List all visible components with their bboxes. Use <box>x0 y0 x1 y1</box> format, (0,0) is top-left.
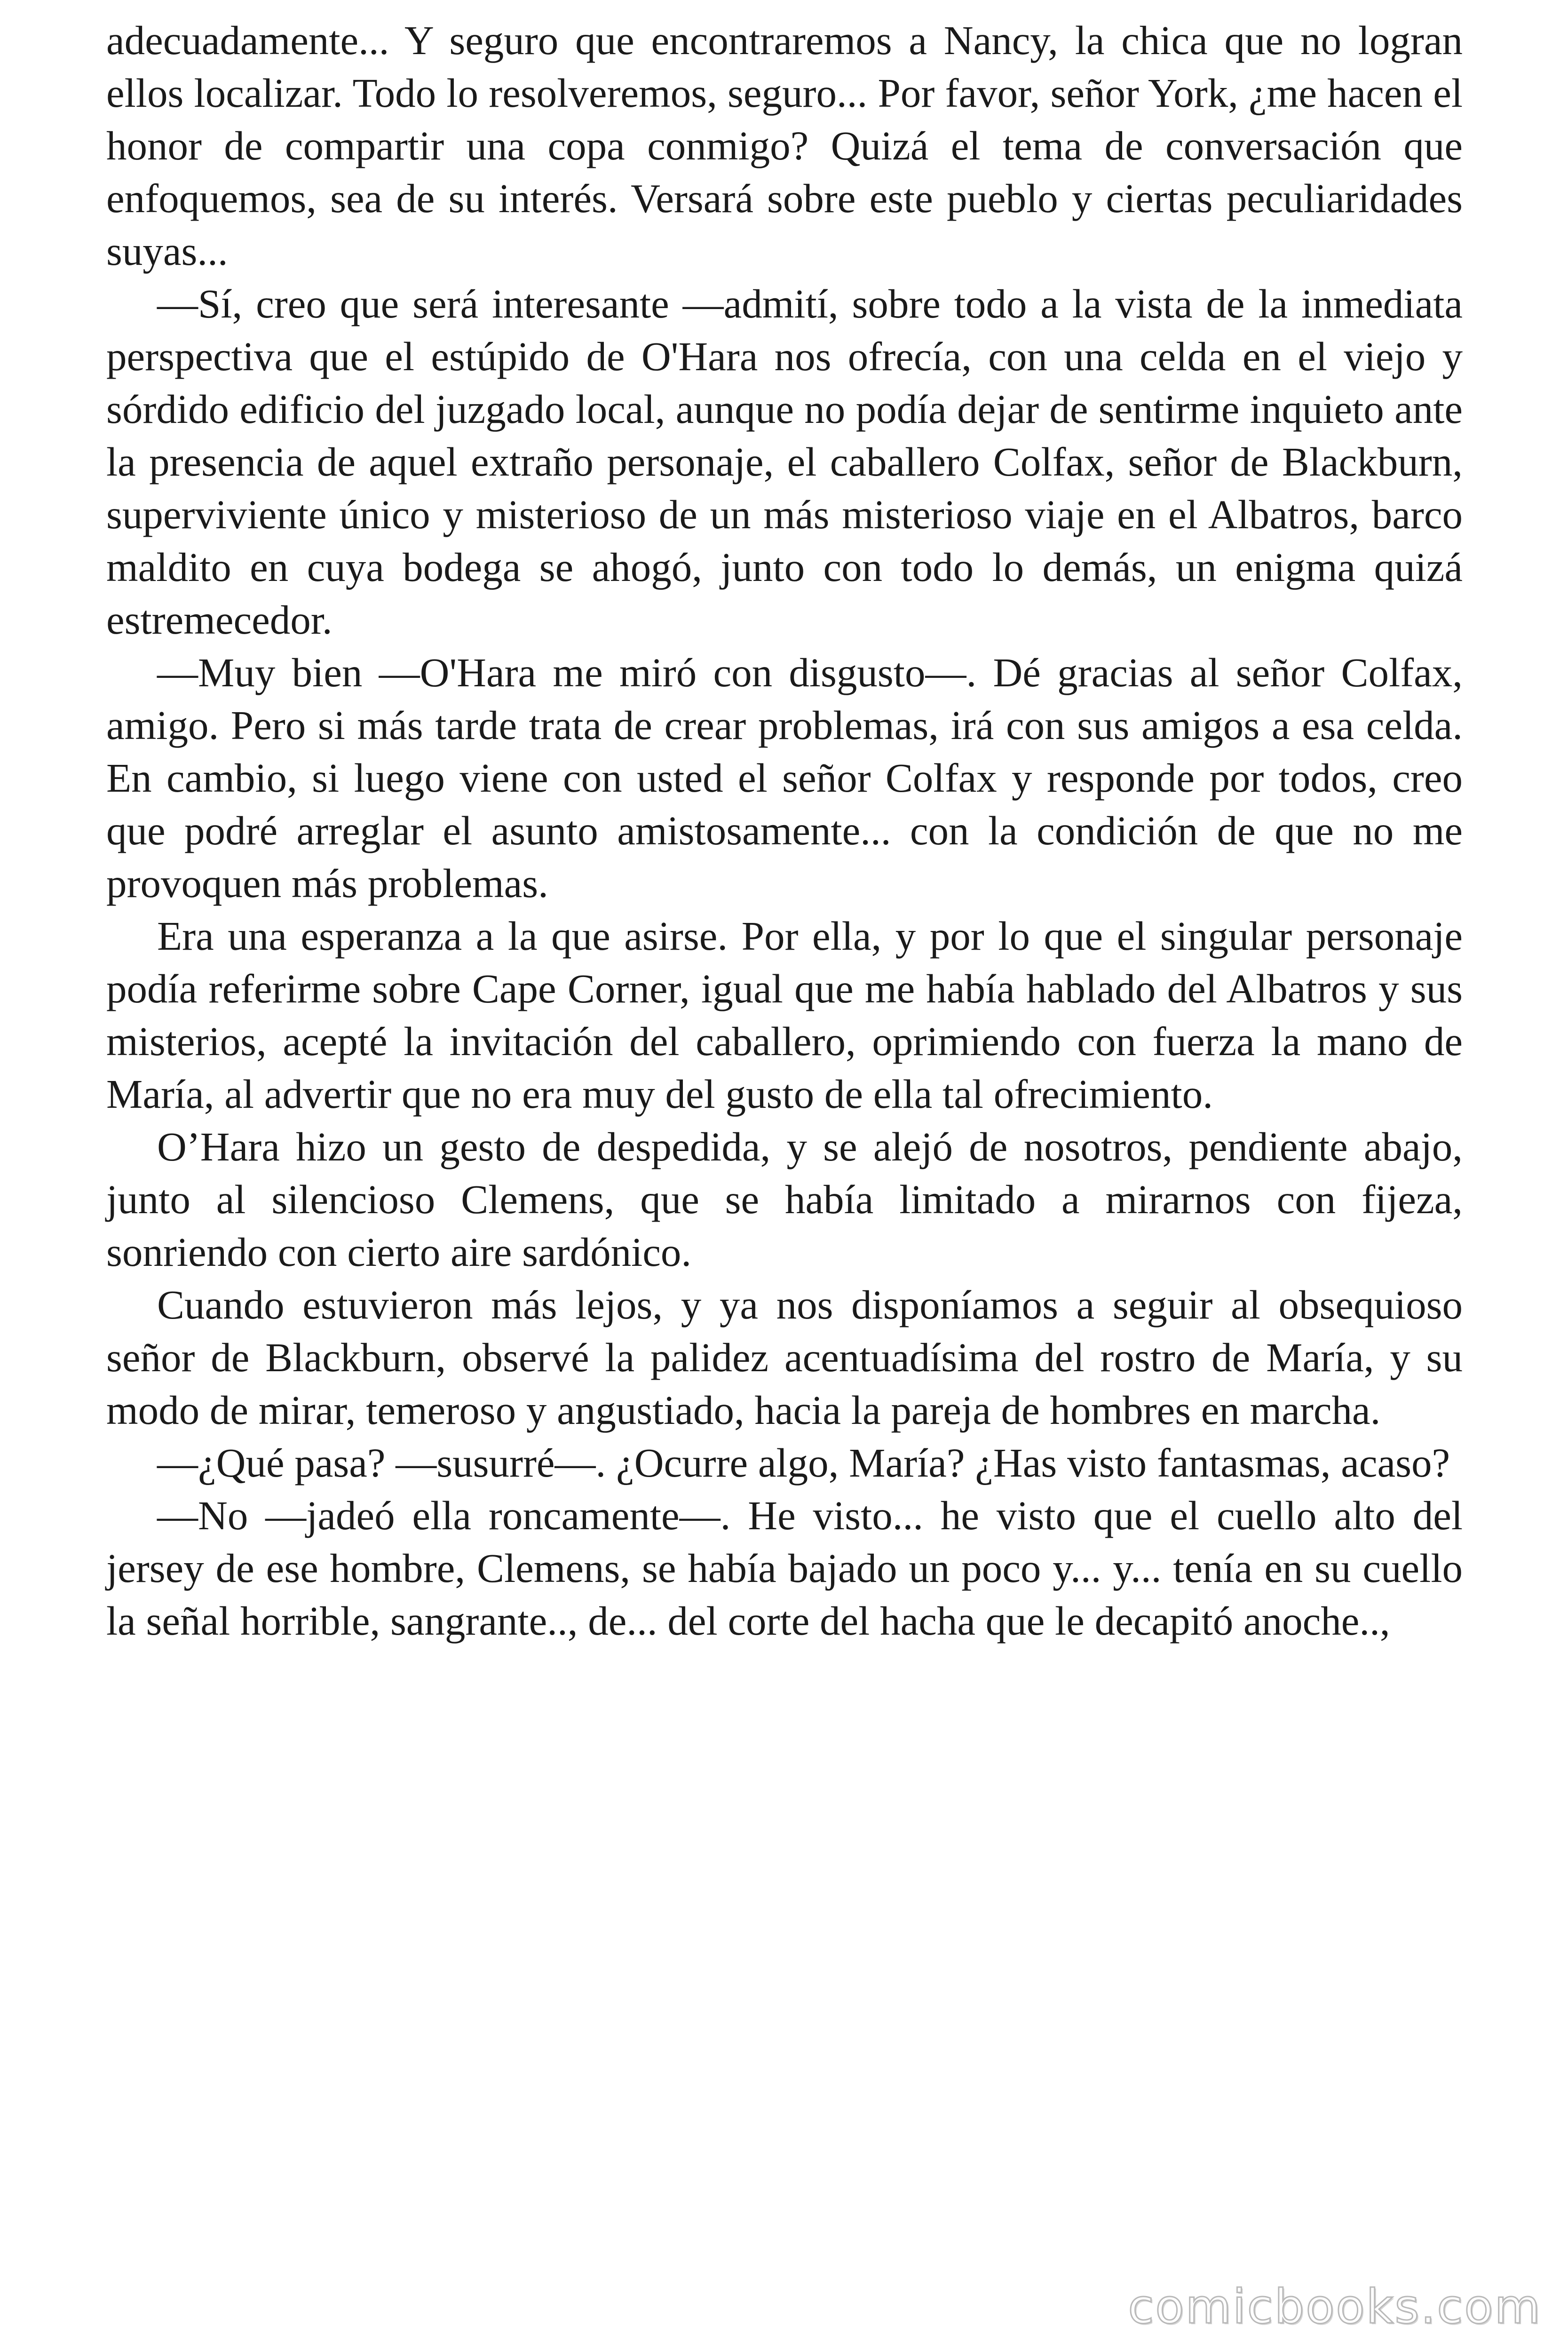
paragraph-6: Cuando estuvieron más lejos, y ya nos disponíamos a seguir al obsequioso señor de Blackburn, observé la palidez acentuadísima del rostro de María, y su modo de mirar, temeroso y angustiado, hacia la pareja de hombres en marcha. <box>106 1282 1463 1433</box>
paragraph-1: adecuadamente... Y seguro que encontraremos a Nancy, la chica que no logran ellos localizar. Todo lo resolveremos, seguro... Por favor, señor York, ¿me hacen el honor de compartir una copa conmigo? Quizá el tema de conversación que enfoquemos, sea de su interés. Versará sobre este pueblo y ciertas peculiaridades suyas... <box>106 17 1463 274</box>
page-body <box>106 14 1463 1647</box>
paragraph-2: —Sí, creo que será interesante —admití, sobre todo a la vista de la inmediata perspectiva que el estúpido de O'Hara nos ofrecía, con una celda en el viejo y sórdido edificio del juzgado local, aunque no podía dejar de sentirme inquieto ante la presencia de aquel extraño personaje, el caballero Colfax, señor de Blackburn, superviviente único y misterioso de un más misterioso viaje en el Albatros, barco maldito en cuya bodega se ahogó, junto con todo lo demás, un enigma quizá estremecedor. <box>106 281 1463 643</box>
paragraph-4: Era una esperanza a la que asirse. Por ella, y por lo que el singular personaje podía referirme sobre Cape Corner, igual que me había hablado del Albatros y sus misterios, acepté la invitación del caballero, oprimiendo con fuerza la mano de María, al advertir que no era muy del gusto de ella tal ofrecimiento. <box>106 913 1463 1117</box>
paragraph-3: —Muy bien —O'Hara me miró con disgusto—. Dé gracias al señor Colfax, amigo. Pero si más tarde trata de crear problemas, irá con sus amigos a esa celda. En cambio, si luego viene con usted el señor Colfax y responde por todos, creo que podré arreglar el asunto amistosamente... con la condición de que no me provoquen más problemas. <box>106 650 1463 906</box>
watermark: comicbooks.com <box>1128 2279 1542 2334</box>
paragraph-5: O’Hara hizo un gesto de despedida, y se alejó de nosotros, pendiente abajo, junto al silencioso Clemens, que se había limitado a mirarnos con fijeza, sonriendo con cierto aire sardónico. <box>106 1124 1463 1275</box>
paragraph-8: —No —jadeó ella roncamente—. He visto... he visto que el cuello alto del jersey de ese hombre, Clemens, se había bajado un poco y... y... tenía en su cuello la señal horrible, sangrante.., de... del corte del hacha que le decapitó anoche.., <box>106 1493 1463 1644</box>
paragraph-7: —¿Qué pasa? —susurré—. ¿Ocurre algo, María? ¿Has visto fantasmas, acaso? <box>157 1440 1450 1486</box>
